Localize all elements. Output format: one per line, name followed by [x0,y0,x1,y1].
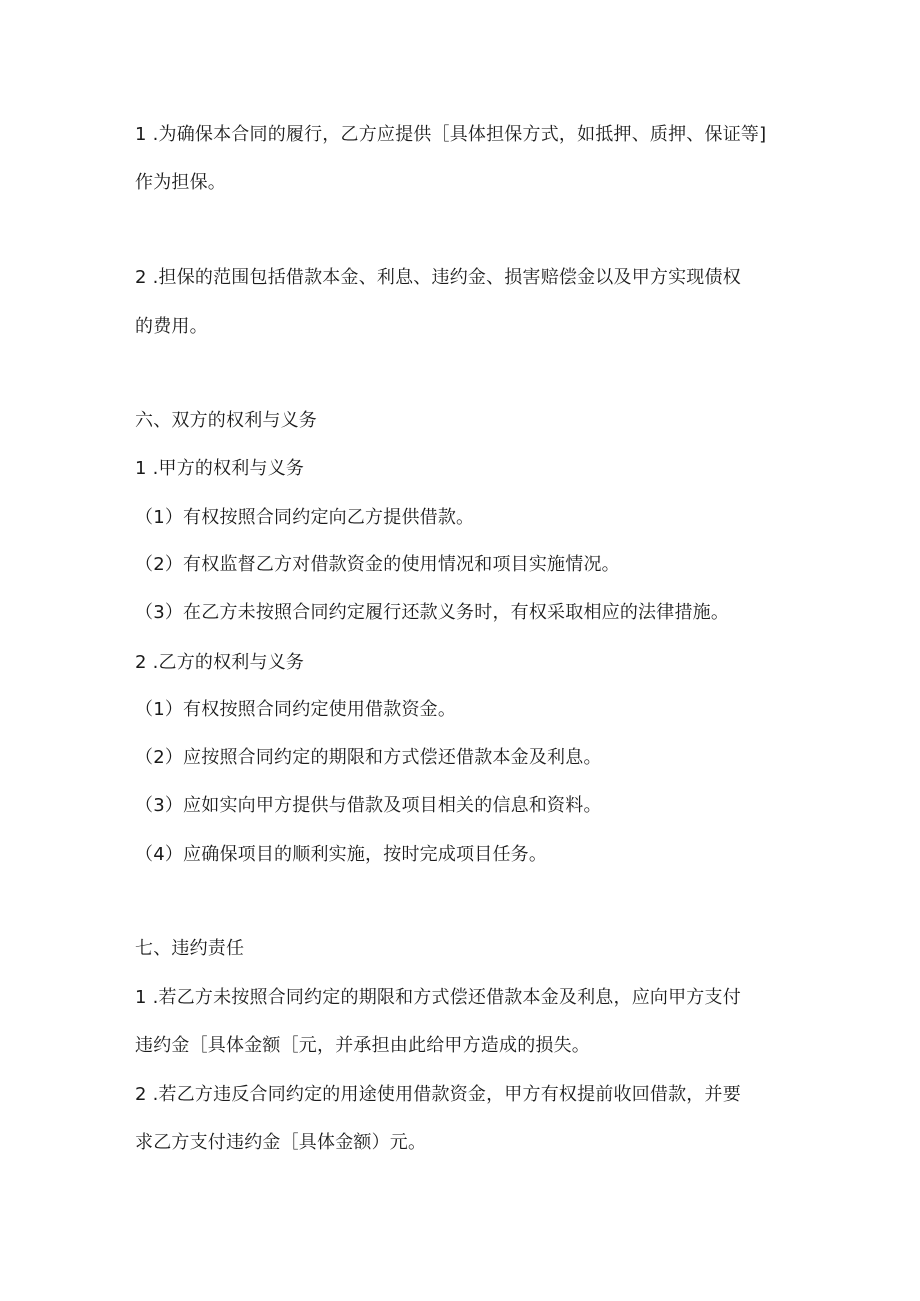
guarantee-item-1-line-2: 作为担保。 [135,172,226,193]
breach-item-2-line-2: 求乙方支付违约金［具体金额）元。 [135,1132,427,1153]
breach-item-1-line-2: 违约金［具体金额［元，并承担由此给甲方造成的损失。 [135,1035,590,1056]
party-b-heading: 2 .乙方的权利与义务 [135,652,305,673]
party-a-item-2: （2）有权监督乙方对借款资金的使用情况和项目实施情况。 [135,554,620,575]
party-b-item-3: （3）应如实向甲方提供与借款及项目相关的信息和资料。 [135,795,602,816]
party-b-item-4: （4）应确保项目的顺利实施，按时完成项目任务。 [135,844,548,865]
guarantee-item-2-line-2: 的费用。 [135,316,208,337]
guarantee-item-2-line-1: 2 .担保的范围包括借款本金、利息、违约金、损害赔偿金以及甲方实现债权 [135,267,741,288]
party-b-item-2: （2）应按照合同约定的期限和方式偿还借款本金及利息。 [135,747,602,768]
section-7-heading: 七、违约责任 [135,938,245,959]
party-a-heading: 1 .甲方的权利与义务 [135,458,305,479]
section-6-heading: 六、双方的权利与义务 [135,410,317,431]
breach-item-1-line-1: 1 .若乙方未按照合同约定的期限和方式偿还借款本金及利息，应向甲方支付 [135,987,741,1008]
guarantee-item-1-line-1: 1 .为确保本合同的履行，乙方应提供［具体担保方式，如抵押、质押、保证等] [135,124,767,145]
party-b-item-1: （1）有权按照合同约定使用借款资金。 [135,699,457,720]
party-a-item-3: （3）在乙方未按照合同约定履行还款义务时，有权采取相应的法律措施。 [135,602,730,623]
party-a-item-1: （1）有权按照合同约定向乙方提供借款。 [135,507,475,528]
breach-item-2-line-1: 2 .若乙方违反合同约定的用途使用借款资金，甲方有权提前收回借款，并要 [135,1084,741,1105]
